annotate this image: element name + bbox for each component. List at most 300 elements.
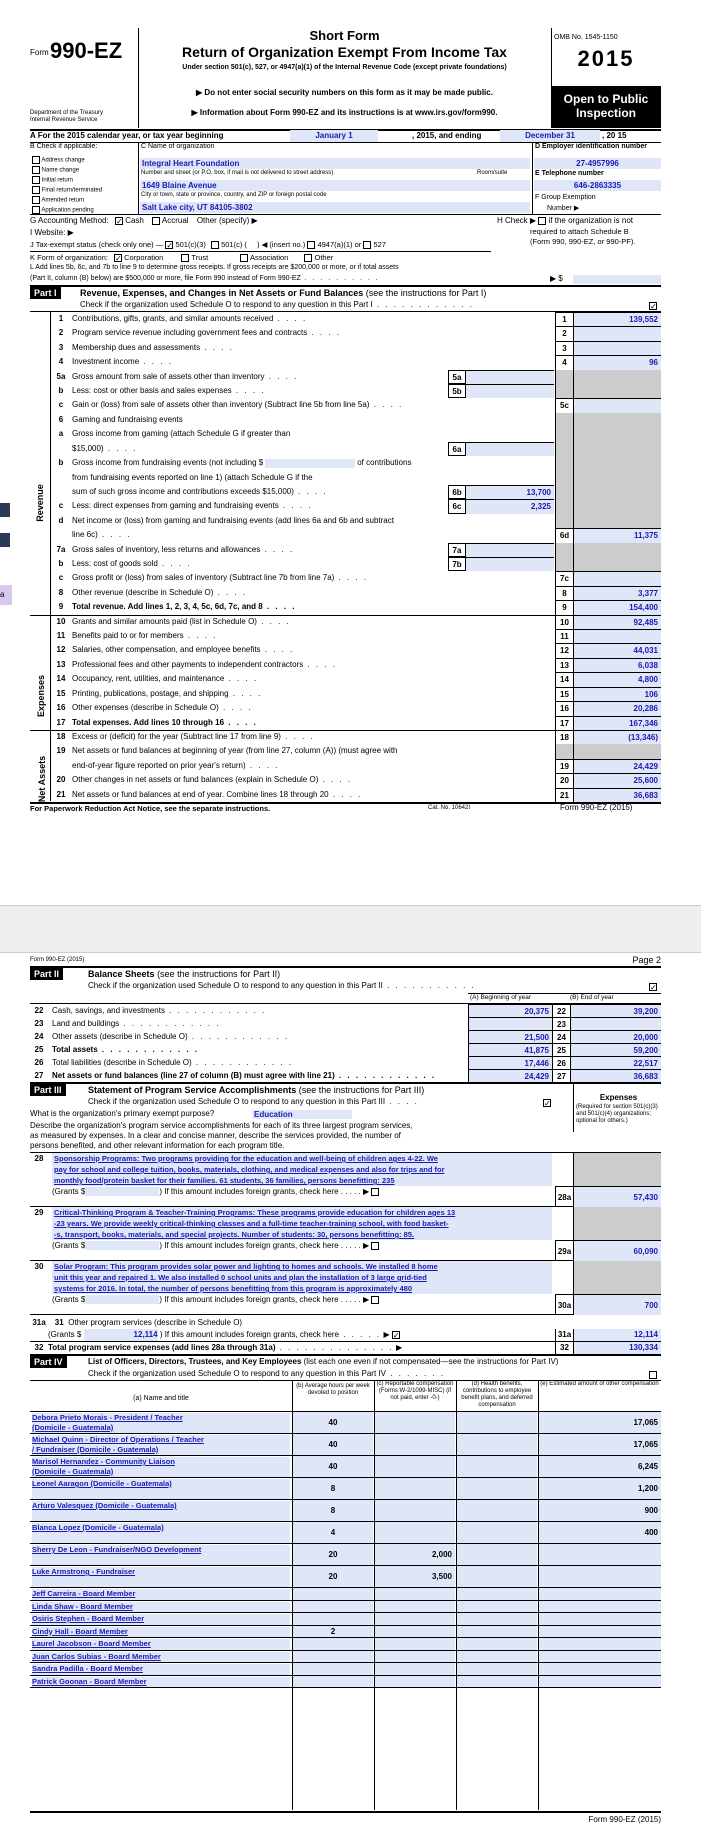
part2-schedule-o: Check if the organization used Schedule O to respond to any question in this Part II . . . . . . . . . . . bbox=[88, 981, 476, 990]
board-other-comp[interactable] bbox=[539, 1613, 661, 1625]
line-box: 16 bbox=[555, 701, 573, 715]
board-hours[interactable] bbox=[293, 1601, 373, 1613]
balance-sheet-row bbox=[30, 1004, 661, 1017]
board-member-name[interactable]: Linda Shaw - Board Member bbox=[32, 1602, 290, 1613]
line-box: 1 bbox=[555, 312, 573, 326]
fundraising-contrib-field[interactable] bbox=[265, 459, 355, 468]
line-amount[interactable] bbox=[573, 341, 661, 355]
program-description-line[interactable]: monthly food/protein basket for their families. 61 students, 36 families, persons benefitting: 235 bbox=[52, 1175, 552, 1186]
shaded-amount bbox=[573, 384, 661, 398]
part1-line bbox=[30, 629, 661, 643]
tax-year-begin-field[interactable]: January 1 bbox=[290, 130, 378, 142]
officer-other-comp[interactable]: 400 bbox=[539, 1522, 661, 1543]
line-text: Total liabilities (describe in Schedule O) . . . . . . . . . . . . bbox=[52, 1058, 293, 1067]
row-box: 24 bbox=[552, 1030, 570, 1043]
officer-name-line-2[interactable]: (Domicile - Guatemala) bbox=[32, 1423, 290, 1433]
f-label-2: Number ▶ bbox=[547, 205, 580, 212]
balance-sheet-row bbox=[30, 1030, 661, 1043]
board-member-name[interactable]: Jeff Carreira - Board Member bbox=[32, 1589, 290, 1600]
page1-footer-form: Form 990-EZ (2015) bbox=[560, 803, 633, 812]
line-amount[interactable]: 44,031 bbox=[573, 643, 661, 657]
part1-line bbox=[30, 499, 661, 513]
line-text: Gross sales of inventory, less returns and allowances . . . . bbox=[72, 544, 295, 554]
part3-schedule-o-checkbox[interactable]: ✓ bbox=[544, 1098, 551, 1108]
line-number: 21 bbox=[56, 789, 66, 799]
b-address-change[interactable]: Address change bbox=[32, 156, 102, 166]
col-b-amount[interactable]: 20,000 bbox=[570, 1030, 661, 1043]
checkbox[interactable] bbox=[32, 176, 40, 184]
program-description-line[interactable]: Critical-Thinking Program & Teacher-Training Programs: These programs provide education for children ages 13 bbox=[52, 1207, 552, 1218]
sub-box-amount[interactable] bbox=[466, 442, 554, 456]
officer-hours[interactable]: 40 bbox=[293, 1456, 373, 1477]
board-benefits[interactable] bbox=[457, 1638, 537, 1650]
line-number: 25 bbox=[34, 1045, 44, 1054]
program-description-line[interactable]: systems for 2016. In total, the number of persons benefitting from this program is approximately 480 bbox=[52, 1283, 552, 1294]
b-amended-return[interactable]: Amended return bbox=[32, 196, 102, 206]
j-4947-checkbox[interactable] bbox=[307, 241, 315, 249]
line-amount[interactable]: 11,375 bbox=[573, 528, 661, 542]
officer-name-line-2[interactable]: / Fundraiser (Domicile - Guatemala) bbox=[32, 1445, 290, 1455]
board-compensation[interactable] bbox=[375, 1626, 455, 1638]
officer-compensation[interactable] bbox=[375, 1522, 455, 1543]
line-text: Printing, publications, postage, and shipping . . . . bbox=[72, 688, 263, 698]
officer-row bbox=[30, 1434, 661, 1456]
street-field[interactable]: 1649 Blaine Avenue bbox=[140, 180, 530, 191]
col-a-amount[interactable] bbox=[468, 1017, 552, 1030]
line-text: Salaries, other compensation, and employee benefits . . . . bbox=[72, 645, 295, 655]
line-box: 21 bbox=[555, 788, 573, 802]
col-a-amount[interactable]: 20,375 bbox=[468, 1004, 552, 1017]
shaded-box bbox=[555, 456, 573, 470]
shaded-amount bbox=[573, 413, 661, 427]
program-box: 29a bbox=[555, 1240, 573, 1261]
line-text: Program service revenue including government fees and contracts . . . . bbox=[72, 328, 342, 338]
shaded-amount bbox=[573, 427, 661, 441]
g-label: G Accounting Method: bbox=[30, 216, 109, 225]
officer-hours[interactable]: 40 bbox=[293, 1412, 373, 1433]
line-amount[interactable]: 139,552 bbox=[573, 312, 661, 326]
program-expense-amount[interactable]: 57,430 bbox=[573, 1186, 661, 1207]
part2-tag: Part II bbox=[30, 968, 63, 980]
line-number: 16 bbox=[56, 703, 66, 713]
line-number: 22 bbox=[34, 1006, 44, 1015]
line-31a-amount[interactable]: 12,114 bbox=[573, 1329, 661, 1341]
part1-line bbox=[30, 773, 661, 787]
board-benefits[interactable] bbox=[457, 1651, 537, 1663]
board-benefits[interactable] bbox=[457, 1676, 537, 1688]
board-member-name[interactable]: Sandra Padilla - Board Member bbox=[32, 1664, 290, 1675]
j-501c-checkbox[interactable] bbox=[211, 241, 219, 249]
line-amount[interactable]: 20,286 bbox=[573, 701, 661, 715]
officer-benefits[interactable] bbox=[457, 1522, 537, 1543]
officer-other-comp[interactable]: 900 bbox=[539, 1500, 661, 1521]
h-checkbox[interactable] bbox=[538, 217, 546, 225]
line-amount[interactable]: (13,346) bbox=[573, 730, 661, 744]
checkbox[interactable] bbox=[32, 186, 40, 194]
row-l-1: L Add lines 5b, 6c, and 7b to line 9 to determine gross receipts. If gross receipts are $200,000 or more, or if total assets bbox=[30, 264, 399, 271]
line-number: 20 bbox=[56, 775, 66, 785]
g-other: Other (specify) ▶ bbox=[196, 216, 258, 225]
line-amount[interactable]: 3,377 bbox=[573, 586, 661, 600]
board-member-name[interactable]: Juan Carlos Subias - Board Member bbox=[32, 1652, 290, 1663]
purpose-question: What is the organization's primary exempt purpose? bbox=[30, 1109, 215, 1118]
program-number: 30 bbox=[34, 1262, 44, 1271]
line-number: d bbox=[58, 515, 64, 525]
board-hours[interactable] bbox=[293, 1613, 373, 1625]
officer-name-line-1[interactable]: Debora Prieto Morais - President / Teacher bbox=[32, 1413, 290, 1423]
line-number: 12 bbox=[56, 645, 66, 655]
line-box: 18 bbox=[555, 730, 573, 744]
board-benefits[interactable] bbox=[457, 1626, 537, 1638]
part1-line bbox=[30, 543, 661, 557]
purpose-answer-field[interactable]: Education bbox=[252, 1110, 352, 1119]
line-amount[interactable] bbox=[573, 629, 661, 643]
part1-line bbox=[30, 514, 661, 528]
board-member-name[interactable]: Patrick Goonan - Board Member bbox=[32, 1677, 290, 1688]
line-number: 8 bbox=[58, 587, 64, 597]
part1-line bbox=[30, 485, 661, 499]
foreign-grants-checkbox[interactable] bbox=[371, 1296, 379, 1304]
officer-other-comp[interactable]: 1,200 bbox=[539, 1478, 661, 1499]
line-amount[interactable]: 92,485 bbox=[573, 615, 661, 629]
b-name-change[interactable]: Name change bbox=[32, 166, 102, 176]
board-member-name[interactable]: Cindy Hall - Board Member bbox=[32, 1627, 290, 1638]
board-benefits[interactable] bbox=[457, 1601, 537, 1613]
program-grants-row: (Grants $ ) If this amount includes foreign grants, check here . . . . . ▶ bbox=[52, 1186, 379, 1198]
line-text: Benefits paid to or for members . . . . bbox=[72, 631, 218, 641]
org-name-field[interactable]: Integral Heart Foundation bbox=[140, 158, 530, 169]
checkbox[interactable] bbox=[32, 196, 40, 204]
part1-schedule-o-checkbox[interactable]: ✓ bbox=[650, 301, 657, 311]
form-title: Return of Organization Exempt From Income Tax bbox=[182, 44, 507, 60]
line-amount[interactable] bbox=[573, 398, 661, 412]
officer-compensation[interactable] bbox=[375, 1500, 455, 1521]
shaded-expense bbox=[573, 1207, 661, 1240]
col-b-amount[interactable]: 39,200 bbox=[570, 1004, 661, 1017]
board-other-comp[interactable] bbox=[539, 1663, 661, 1675]
officer-name-line-2[interactable]: (Domicile - Guatemala) bbox=[32, 1467, 290, 1477]
b-application-pending[interactable]: Application pending bbox=[32, 206, 102, 216]
part1-line bbox=[30, 658, 661, 672]
board-benefits[interactable] bbox=[457, 1613, 537, 1625]
officer-name-line-2[interactable] bbox=[32, 1489, 290, 1499]
officer-compensation[interactable]: 2,000 bbox=[375, 1544, 455, 1565]
form-subtitle: Under section 501(c), 527, or 4947(a)(1) of the Internal Revenue Code (except private foundations) bbox=[182, 64, 507, 71]
program-block bbox=[30, 1207, 661, 1261]
foreign-grants-checkbox[interactable] bbox=[371, 1242, 379, 1250]
part1-line bbox=[30, 398, 661, 412]
line-31-grants-field[interactable]: 12,114 bbox=[84, 1329, 158, 1341]
program-grants-field[interactable] bbox=[85, 1187, 159, 1196]
board-benefits[interactable] bbox=[457, 1663, 537, 1675]
col-a-amount[interactable]: 17,446 bbox=[468, 1056, 552, 1069]
sub-box-amount[interactable] bbox=[466, 370, 554, 384]
program-expense-amount[interactable]: 60,090 bbox=[573, 1240, 661, 1261]
page2-header-form: Form 990-EZ (2015) bbox=[30, 957, 85, 963]
line-amount[interactable]: 6,038 bbox=[573, 658, 661, 672]
col-b-amount[interactable]: 59,200 bbox=[570, 1043, 661, 1056]
part1-line bbox=[30, 384, 661, 398]
cash-checkbox[interactable]: ✓ bbox=[115, 216, 123, 226]
line-number: 23 bbox=[34, 1019, 44, 1028]
line-text: Other expenses (describe in Schedule O) . . . . bbox=[72, 703, 253, 713]
line-text: Gaming and fundraising events bbox=[72, 414, 183, 424]
officer-other-comp[interactable] bbox=[539, 1566, 661, 1587]
shaded-box bbox=[555, 514, 573, 528]
board-compensation[interactable] bbox=[375, 1651, 455, 1663]
sub-box-amount[interactable] bbox=[466, 384, 554, 398]
col-b-amount[interactable]: 22,517 bbox=[570, 1056, 661, 1069]
board-row bbox=[30, 1676, 661, 1689]
line-amount[interactable] bbox=[573, 326, 661, 340]
part2-schedule-o-checkbox[interactable]: ✓ bbox=[650, 982, 657, 992]
program-number: 28 bbox=[34, 1154, 44, 1163]
board-compensation[interactable] bbox=[375, 1663, 455, 1675]
k-corporation-checkbox[interactable]: ✓ bbox=[115, 254, 122, 264]
officer-compensation[interactable] bbox=[375, 1434, 455, 1455]
board-hours[interactable] bbox=[293, 1588, 373, 1600]
ein-field[interactable]: 27-4957996 bbox=[534, 158, 661, 169]
part4-schedule-o-checkbox[interactable] bbox=[649, 1370, 657, 1379]
officer-benefits[interactable] bbox=[457, 1434, 537, 1455]
officer-benefits[interactable] bbox=[457, 1478, 537, 1499]
officer-other-comp[interactable]: 17,065 bbox=[539, 1434, 661, 1455]
program-grants-row: (Grants $ ) If this amount includes foreign grants, check here . . . . . ▶ bbox=[52, 1294, 379, 1306]
officer-hours[interactable]: 8 bbox=[293, 1478, 373, 1499]
sub-box-label: 6a bbox=[448, 442, 466, 456]
line-number: 24 bbox=[34, 1032, 44, 1041]
board-compensation[interactable] bbox=[375, 1613, 455, 1625]
officer-name-line-1[interactable]: Sherry De Leon - Fundraiser/NGO Development bbox=[32, 1545, 290, 1555]
k-trust-checkbox[interactable] bbox=[181, 254, 189, 262]
line-amount[interactable]: 96 bbox=[573, 355, 661, 369]
officer-row bbox=[30, 1456, 661, 1478]
line-box: 10 bbox=[555, 615, 573, 629]
board-other-comp[interactable] bbox=[539, 1651, 661, 1663]
i-label: I Website: ▶ bbox=[30, 228, 74, 237]
officer-name-line-1[interactable]: Luke Armstrong - Fundraiser bbox=[32, 1567, 290, 1577]
officer-name-line-2[interactable] bbox=[32, 1511, 290, 1521]
officer-hours[interactable]: 20 bbox=[293, 1544, 373, 1565]
board-member-name[interactable]: Osiris Stephen - Board Member bbox=[32, 1614, 290, 1625]
b-final-return[interactable]: Final return/terminated bbox=[32, 186, 102, 196]
line-text: Less: cost or other basis and sales expenses . . . . bbox=[72, 386, 266, 396]
checkbox[interactable] bbox=[32, 166, 40, 174]
cat-number: Cat. No. 10642I bbox=[428, 805, 471, 811]
board-hours[interactable] bbox=[293, 1676, 373, 1688]
officer-hours[interactable]: 40 bbox=[293, 1434, 373, 1455]
col-a-amount[interactable]: 41,875 bbox=[468, 1043, 552, 1056]
sub-box-label: 5b bbox=[448, 384, 466, 398]
program-grants-field[interactable] bbox=[85, 1295, 159, 1304]
board-row bbox=[30, 1601, 661, 1614]
board-other-comp[interactable] bbox=[539, 1601, 661, 1613]
officer-other-comp[interactable] bbox=[539, 1544, 661, 1565]
line-number: 27 bbox=[34, 1071, 44, 1080]
program-description-line[interactable]: pay for school and college tuition, books, materials, clothing, and medical expenses and also for trips and for bbox=[52, 1164, 552, 1175]
program-description-line[interactable]: Solar Program: This program provides solar power and lighting to homes and schools. We installed 8 home bbox=[52, 1261, 552, 1272]
officer-benefits[interactable] bbox=[457, 1566, 537, 1587]
sub-box-amount[interactable] bbox=[466, 557, 554, 571]
shaded-box bbox=[555, 427, 573, 441]
line-31-foreign-checkbox[interactable]: ✓ bbox=[392, 1330, 400, 1340]
part1-line bbox=[30, 643, 661, 657]
j-501c3-checkbox[interactable]: ✓ bbox=[166, 241, 174, 251]
col-b-amount[interactable]: 36,683 bbox=[570, 1069, 661, 1082]
sub-box-amount[interactable] bbox=[466, 543, 554, 557]
board-benefits[interactable] bbox=[457, 1588, 537, 1600]
part1-title: Revenue, Expenses, and Changes in Net Assets or Fund Balances (see the instructions for Part I) bbox=[80, 288, 487, 298]
balance-sheet-lines bbox=[30, 1004, 661, 1082]
officer-hours[interactable]: 4 bbox=[293, 1522, 373, 1543]
board-hours[interactable] bbox=[293, 1651, 373, 1663]
board-hours[interactable] bbox=[293, 1663, 373, 1675]
col-c-compensation: (c) Reportable compensation (Forms W-2/1099-MISC) (if not paid, enter -0-) bbox=[376, 1381, 454, 1401]
balance-sheet-row bbox=[30, 1056, 661, 1069]
board-compensation[interactable] bbox=[375, 1588, 455, 1600]
line-number: 18 bbox=[56, 731, 66, 741]
line-number: 2 bbox=[58, 328, 64, 338]
officer-name-line-2[interactable] bbox=[32, 1533, 290, 1543]
part1-line bbox=[30, 672, 661, 686]
foreign-grants-checkbox[interactable] bbox=[371, 1188, 379, 1196]
officer-name-line-1[interactable]: Blanca Lopez (Domicile - Guatemala) bbox=[32, 1523, 290, 1533]
line-text: Other assets (describe in Schedule O) . . . . . . . . . . . . bbox=[52, 1032, 289, 1041]
officer-name-line-1[interactable]: Michael Quinn - Director of Operations / Teacher bbox=[32, 1435, 290, 1445]
part1-line bbox=[30, 687, 661, 701]
officer-other-comp[interactable]: 6,245 bbox=[539, 1456, 661, 1477]
officer-name-line-2[interactable] bbox=[32, 1555, 290, 1565]
officer-compensation[interactable]: 3,500 bbox=[375, 1566, 455, 1587]
ssn-notice: ▶ Do not enter social security numbers on this form as it may be made public. bbox=[196, 88, 493, 97]
part1-line bbox=[30, 312, 661, 326]
board-other-comp[interactable] bbox=[539, 1588, 661, 1600]
officer-hours[interactable]: 8 bbox=[293, 1500, 373, 1521]
board-compensation[interactable] bbox=[375, 1638, 455, 1650]
line-text: Land and buildings . . . . . . . . . . . . bbox=[52, 1019, 221, 1028]
line-number: 3 bbox=[58, 342, 64, 352]
line-box: 13 bbox=[555, 658, 573, 672]
phone-field[interactable]: 646-2863335 bbox=[534, 180, 661, 191]
officer-name-line-1[interactable]: Leonel Aaragon (Domicile - Guatemala) bbox=[32, 1479, 290, 1489]
line-amount[interactable]: 36,683 bbox=[573, 788, 661, 802]
line-box: 6d bbox=[555, 528, 573, 542]
e-label: E Telephone number bbox=[535, 170, 604, 177]
part1-line bbox=[30, 701, 661, 715]
officer-name-line-1[interactable]: Arturo Valesquez (Domicile - Guatemala) bbox=[32, 1501, 290, 1511]
line-number: a bbox=[58, 429, 64, 439]
gross-receipts-field[interactable] bbox=[573, 275, 661, 284]
balance-sheet-row bbox=[30, 1043, 661, 1056]
shaded-box bbox=[555, 543, 573, 557]
line-number: 9 bbox=[58, 602, 64, 612]
program-description-line[interactable]: Sponsorship Programs: Two programs providing for the education and well-being of children ages 4-22. We bbox=[52, 1153, 552, 1164]
part1-line bbox=[30, 528, 661, 542]
board-other-comp[interactable] bbox=[539, 1676, 661, 1688]
city-field[interactable]: Salt Lake city, UT 84105-3802 bbox=[140, 202, 530, 213]
officer-benefits[interactable] bbox=[457, 1456, 537, 1477]
officer-compensation[interactable] bbox=[375, 1412, 455, 1433]
board-other-comp[interactable] bbox=[539, 1626, 661, 1638]
officer-name-line-1[interactable]: Marisol Hernandez - Community Liaison bbox=[32, 1457, 290, 1467]
describe-line-2: as measured by expenses. In a clear and concise manner, describe the services provided, the number of bbox=[30, 1131, 401, 1140]
line-number: 5a bbox=[56, 371, 66, 381]
k-association-checkbox[interactable] bbox=[240, 254, 248, 262]
h-label: H Check ▶ if the organization is not bbox=[497, 216, 634, 225]
line-amount[interactable]: 4,800 bbox=[573, 672, 661, 686]
col-a-header: (A) Beginning of year bbox=[470, 994, 532, 1001]
officer-benefits[interactable] bbox=[457, 1500, 537, 1521]
line-32-box: 32 bbox=[555, 1342, 573, 1354]
paperwork-notice: For Paperwork Reduction Act Notice, see the separate instructions. bbox=[30, 804, 271, 813]
program-services bbox=[30, 1153, 661, 1321]
part4-title: List of Officers, Directors, Trustees, and Key Employees (list each one even if not compensated—see the instructions for Part IV) bbox=[88, 1357, 559, 1366]
line-amount[interactable]: 106 bbox=[573, 687, 661, 701]
j-527-checkbox[interactable] bbox=[363, 241, 371, 249]
officer-other-comp[interactable]: 17,065 bbox=[539, 1412, 661, 1433]
program-expense-amount[interactable]: 700 bbox=[573, 1294, 661, 1315]
k-other-checkbox[interactable] bbox=[304, 254, 312, 262]
line-number: c bbox=[58, 501, 64, 511]
program-description-line[interactable]: -23 years. We provide weekly critical-thinking classes and a full-time teacher-training school, with food basket- bbox=[52, 1218, 552, 1229]
line-amount[interactable]: 154,400 bbox=[573, 600, 661, 614]
accrual-checkbox[interactable] bbox=[152, 217, 160, 225]
line-32-amount[interactable]: 130,334 bbox=[573, 1342, 661, 1354]
line-text: Grants and similar amounts paid (list in Schedule O) . . . . bbox=[72, 616, 291, 626]
part1-line bbox=[30, 471, 661, 485]
shaded-box bbox=[555, 370, 573, 384]
shaded-box bbox=[555, 471, 573, 485]
board-other-comp[interactable] bbox=[539, 1638, 661, 1650]
officer-hours[interactable]: 20 bbox=[293, 1566, 373, 1587]
b-initial-return[interactable]: Initial return bbox=[32, 176, 102, 186]
col-a-amount[interactable]: 21,500 bbox=[468, 1030, 552, 1043]
line-amount[interactable] bbox=[573, 571, 661, 585]
col-b-amount[interactable] bbox=[570, 1017, 661, 1030]
part4-tag: Part IV bbox=[30, 1356, 67, 1368]
officer-compensation[interactable] bbox=[375, 1456, 455, 1477]
sub-box-amount[interactable]: 2,325 bbox=[466, 499, 554, 513]
line-text: Gain or (loss) from sale of assets other than inventory (Subtract line 5b from line 5a) . . . . bbox=[72, 400, 404, 410]
board-compensation[interactable] bbox=[375, 1676, 455, 1688]
board-compensation[interactable] bbox=[375, 1601, 455, 1613]
shaded-amount bbox=[573, 370, 661, 384]
board-hours[interactable] bbox=[293, 1638, 373, 1650]
part1-line bbox=[30, 427, 661, 441]
officer-benefits[interactable] bbox=[457, 1412, 537, 1433]
program-description-line[interactable]: unit this year and repaired 1. We also installed 0 school units and plan the installation of 3 large grid-tied bbox=[52, 1272, 552, 1283]
officer-row bbox=[30, 1412, 661, 1434]
board-member-name[interactable]: Laurel Jacobson - Board Member bbox=[32, 1639, 290, 1650]
program-grants-field[interactable] bbox=[85, 1241, 159, 1250]
board-hours[interactable]: 2 bbox=[293, 1626, 373, 1638]
line-text: line 6c) . . . . bbox=[72, 530, 132, 540]
checkbox[interactable] bbox=[32, 156, 40, 164]
line-amount[interactable]: 25,600 bbox=[573, 773, 661, 787]
officer-compensation[interactable] bbox=[375, 1478, 455, 1499]
officer-name-line-2[interactable] bbox=[32, 1577, 290, 1587]
line-amount[interactable]: 24,429 bbox=[573, 759, 661, 773]
program-description-line[interactable]: -s, transport, books, materials, and special projects. Number of students: 30, persons benefitting: 85. bbox=[52, 1229, 552, 1240]
officer-benefits[interactable] bbox=[457, 1544, 537, 1565]
line-amount[interactable]: 167,346 bbox=[573, 716, 661, 730]
board-row bbox=[30, 1663, 661, 1676]
line-text: Gross amount from sale of assets other than inventory . . . . bbox=[72, 371, 299, 381]
sub-box-amount[interactable]: 13,700 bbox=[466, 485, 554, 499]
col-a-amount[interactable]: 24,429 bbox=[468, 1069, 552, 1082]
b-checkbox-list bbox=[32, 156, 102, 216]
tax-year-end-field[interactable]: December 31 bbox=[500, 130, 600, 142]
